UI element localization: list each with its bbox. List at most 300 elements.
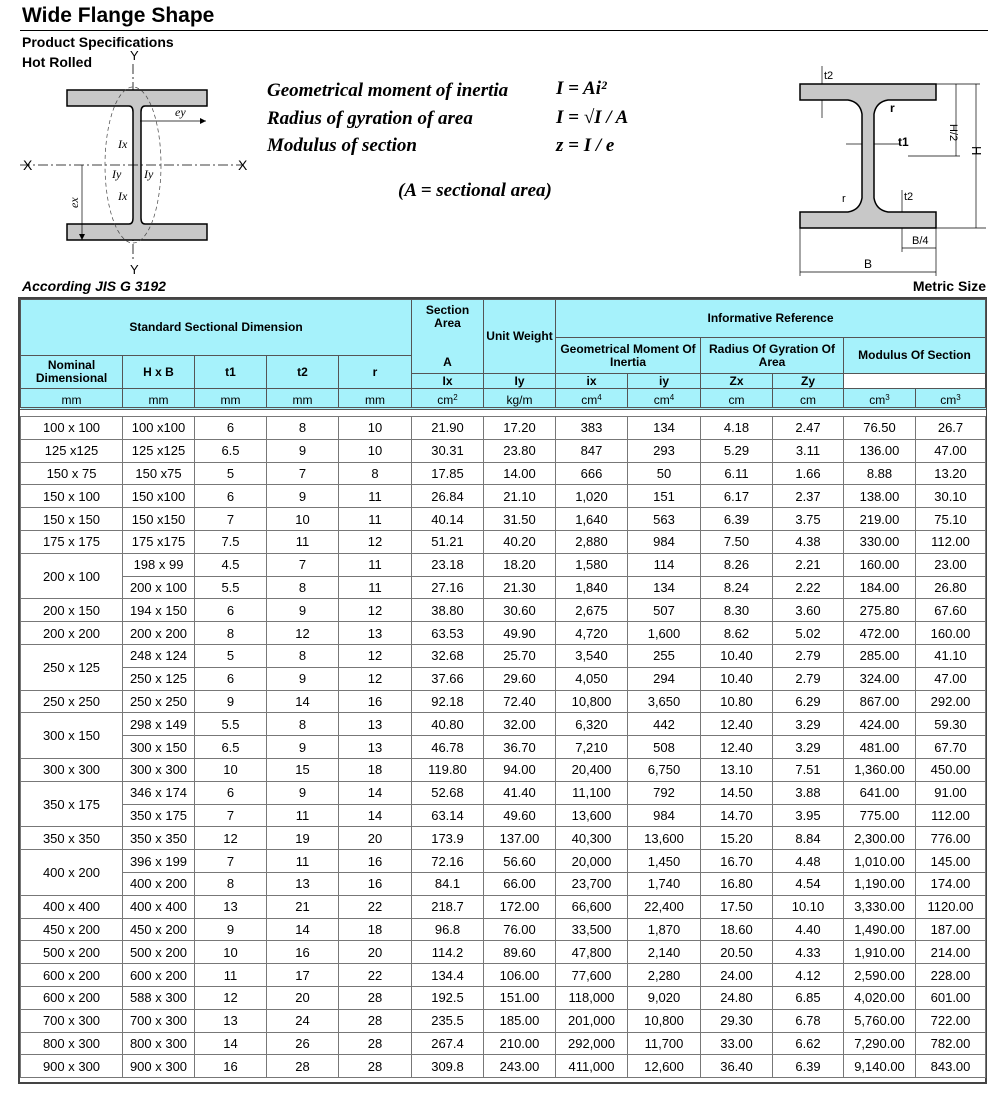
cell-r: 28 <box>339 986 412 1009</box>
cell-A: 32.68 <box>412 644 484 667</box>
cell-Ix: 847 <box>556 439 628 462</box>
cell-w: 49.60 <box>484 804 556 827</box>
cell-t2: 16 <box>267 941 339 964</box>
cell-Zx: 275.80 <box>844 599 916 622</box>
cell-w: 210.00 <box>484 1032 556 1055</box>
cell-Iy: 134 <box>628 576 701 599</box>
cell-A: 46.78 <box>412 736 484 759</box>
h-half-label: H/2 <box>947 124 959 142</box>
cell-Zx: 285.00 <box>844 644 916 667</box>
cell-ix: 12.40 <box>701 736 773 759</box>
dimension-diagram <box>790 62 990 280</box>
cell-Zy: 160.00 <box>916 622 986 645</box>
cell-w: 17.20 <box>484 417 556 440</box>
cell-r: 20 <box>339 827 412 850</box>
cell-ix: 24.80 <box>701 986 773 1009</box>
table-row <box>21 644 986 667</box>
cell-t1: 10 <box>195 941 267 964</box>
cell-ix: 12.40 <box>701 713 773 736</box>
cell-iy: 6.78 <box>773 1009 844 1032</box>
cell-iy: 2.21 <box>773 553 844 576</box>
unit-zy <box>916 389 986 409</box>
cell-iy: 6.39 <box>773 1055 844 1078</box>
cell-t2: 17 <box>267 964 339 987</box>
table-row <box>21 508 986 531</box>
cell-Zy: 67.70 <box>916 736 986 759</box>
cell-Zx: 219.00 <box>844 508 916 531</box>
cell-nominal: 175 x 175 <box>21 530 123 553</box>
formula-modulus-label: Modulus of section <box>267 135 417 156</box>
cell-Zx: 1,910.00 <box>844 941 916 964</box>
cell-t2: 15 <box>267 758 339 781</box>
cell-w: 31.50 <box>484 508 556 531</box>
cell-Ix: 2,675 <box>556 599 628 622</box>
header-t2: t2 <box>267 356 339 389</box>
cell-t2: 12 <box>267 622 339 645</box>
header-modulus: Modulus Of Section <box>844 338 986 374</box>
cell-Zy: 13.20 <box>916 462 986 485</box>
cell-t2: 9 <box>267 485 339 508</box>
cell-hxb: 346 x 174 <box>123 781 195 804</box>
formula-note: (A = sectional area) <box>398 180 552 201</box>
unit-t1-text: mm <box>220 393 241 407</box>
cell-r: 10 <box>339 439 412 462</box>
cell-r: 28 <box>339 1055 412 1078</box>
cell-Iy: 151 <box>628 485 701 508</box>
cell-Iy: 1,450 <box>628 850 701 873</box>
cell-Iy: 984 <box>628 804 701 827</box>
cell-r: 11 <box>339 553 412 576</box>
cell-Ix: 201,000 <box>556 1009 628 1032</box>
cell-Zy: 47.00 <box>916 439 986 462</box>
cell-Ix: 4,050 <box>556 667 628 690</box>
unit-iy <box>773 389 844 409</box>
cell-ix: 6.11 <box>701 462 773 485</box>
cell-Zy: 782.00 <box>916 1032 986 1055</box>
cell-ix: 24.00 <box>701 964 773 987</box>
cell-A: 235.5 <box>412 1009 484 1032</box>
cell-Zx: 138.00 <box>844 485 916 508</box>
cell-Zy: 112.00 <box>916 804 986 827</box>
cell-nominal: 600 x 200 <box>21 986 123 1009</box>
cell-t2: 14 <box>267 690 339 713</box>
cell-nominal: 400 x 400 <box>21 895 123 918</box>
cell-r: 22 <box>339 964 412 987</box>
cell-Ix: 11,100 <box>556 781 628 804</box>
unit-Ix-text: cm <box>581 393 598 407</box>
cell-iy: 4.54 <box>773 872 844 895</box>
spec-table <box>20 299 986 1078</box>
cell-Ix: 47,800 <box>556 941 628 964</box>
table-row <box>21 553 986 576</box>
cell-nominal: 250 x 125 <box>21 644 123 690</box>
cell-nominal: 125 x125 <box>21 439 123 462</box>
cell-Ix: 10,800 <box>556 690 628 713</box>
cell-nominal: 600 x 200 <box>21 964 123 987</box>
cell-t1: 9 <box>195 918 267 941</box>
cell-t2: 9 <box>267 781 339 804</box>
cell-t2: 21 <box>267 895 339 918</box>
cell-r: 13 <box>339 622 412 645</box>
cell-hxb: 400 x 400 <box>123 895 195 918</box>
cell-Zx: 324.00 <box>844 667 916 690</box>
cell-ix: 13.10 <box>701 758 773 781</box>
cell-nominal: 800 x 300 <box>21 1032 123 1055</box>
cell-r: 10 <box>339 417 412 440</box>
ex-label: ex <box>67 197 81 208</box>
cell-Iy: 6,750 <box>628 758 701 781</box>
header-geom-moi: Geometrical Moment Of Inertia <box>556 338 701 374</box>
ix-label-top: Ix <box>118 137 128 151</box>
cell-ix: 10.40 <box>701 644 773 667</box>
cell-Iy: 293 <box>628 439 701 462</box>
cell-hxb: 588 x 300 <box>123 986 195 1009</box>
cell-r: 28 <box>339 1009 412 1032</box>
unit-r <box>339 389 412 409</box>
cell-hxb: 250 x 125 <box>123 667 195 690</box>
cell-t1: 5 <box>195 644 267 667</box>
cell-iy: 4.40 <box>773 918 844 941</box>
cell-Ix: 118,000 <box>556 986 628 1009</box>
metric-size-note: Metric Size <box>912 278 986 294</box>
cell-t1: 6 <box>195 667 267 690</box>
cell-Iy: 134 <box>628 417 701 440</box>
cell-iy: 8.84 <box>773 827 844 850</box>
cell-Iy: 563 <box>628 508 701 531</box>
cell-Zy: 91.00 <box>916 781 986 804</box>
cell-r: 11 <box>339 485 412 508</box>
cell-w: 40.20 <box>484 530 556 553</box>
table-row <box>21 462 986 485</box>
formula-gyration-eq: I = √I / A <box>556 107 629 128</box>
cell-A: 218.7 <box>412 895 484 918</box>
cell-A: 119.80 <box>412 758 484 781</box>
cell-iy: 3.95 <box>773 804 844 827</box>
cell-t1: 9 <box>195 690 267 713</box>
cell-w: 49.90 <box>484 622 556 645</box>
cell-ix: 17.50 <box>701 895 773 918</box>
b-label: B <box>864 257 873 271</box>
standard-note: According JIS G 3192 <box>22 278 166 294</box>
cell-hxb: 350 x 350 <box>123 827 195 850</box>
header-nominal: Nominal Dimensional <box>21 356 123 389</box>
table-row <box>21 485 986 508</box>
formula-inertia-label: Geometrical moment of inertia <box>267 80 509 101</box>
cell-Zy: 30.10 <box>916 485 986 508</box>
cell-Zx: 481.00 <box>844 736 916 759</box>
table-row <box>21 986 986 1009</box>
cell-Zy: 67.60 <box>916 599 986 622</box>
cell-hxb: 100 x100 <box>123 417 195 440</box>
cell-A: 72.16 <box>412 850 484 873</box>
cell-nominal: 400 x 200 <box>21 850 123 896</box>
cell-t1: 13 <box>195 895 267 918</box>
header-radius-gyration: Radius Of Gyration Of Area <box>701 338 844 374</box>
cell-A: 309.8 <box>412 1055 484 1078</box>
cell-t2: 11 <box>267 804 339 827</box>
spec-table-container <box>18 297 987 1084</box>
cell-w: 29.60 <box>484 667 556 690</box>
cell-Zx: 160.00 <box>844 553 916 576</box>
cell-nominal: 150 x 150 <box>21 508 123 531</box>
cell-t2: 9 <box>267 599 339 622</box>
cell-ix: 16.80 <box>701 872 773 895</box>
cell-iy: 6.29 <box>773 690 844 713</box>
cell-t1: 11 <box>195 964 267 987</box>
table-row <box>21 690 986 713</box>
cell-w: 89.60 <box>484 941 556 964</box>
cell-iy: 3.29 <box>773 713 844 736</box>
unit-Ix <box>556 389 628 409</box>
table-row <box>21 872 986 895</box>
cell-nominal: 300 x 300 <box>21 758 123 781</box>
cell-nominal: 900 x 300 <box>21 1055 123 1078</box>
cell-Zy: 776.00 <box>916 827 986 850</box>
cell-Zx: 8.88 <box>844 462 916 485</box>
cell-ix: 5.29 <box>701 439 773 462</box>
cell-Zy: 26.7 <box>916 417 986 440</box>
cell-Ix: 1,580 <box>556 553 628 576</box>
cell-t1: 13 <box>195 1009 267 1032</box>
cell-A: 51.21 <box>412 530 484 553</box>
cell-t2: 20 <box>267 986 339 1009</box>
cell-r: 14 <box>339 804 412 827</box>
table-row <box>21 1032 986 1055</box>
cell-Ix: 383 <box>556 417 628 440</box>
cell-iy: 3.29 <box>773 736 844 759</box>
cell-Zx: 136.00 <box>844 439 916 462</box>
unit-hxb-text: mm <box>148 393 169 407</box>
cell-t2: 8 <box>267 644 339 667</box>
cell-A: 37.66 <box>412 667 484 690</box>
y-axis-bottom-label: Y <box>130 262 139 277</box>
cell-hxb: 350 x 175 <box>123 804 195 827</box>
cell-Ix: 411,000 <box>556 1055 628 1078</box>
cell-t1: 12 <box>195 986 267 1009</box>
unit-Iy-exp: 4 <box>669 393 675 402</box>
cell-Iy: 11,700 <box>628 1032 701 1055</box>
cell-Iy: 792 <box>628 781 701 804</box>
cell-iy: 4.12 <box>773 964 844 987</box>
cell-A: 27.16 <box>412 576 484 599</box>
unit-zx-text: cm <box>869 393 886 407</box>
cell-Iy: 13,600 <box>628 827 701 850</box>
cell-w: 32.00 <box>484 713 556 736</box>
cell-r: 20 <box>339 941 412 964</box>
cell-Zx: 2,590.00 <box>844 964 916 987</box>
header-ix-small: ix <box>556 374 628 389</box>
cell-hxb: 194 x 150 <box>123 599 195 622</box>
unit-t2 <box>267 389 339 409</box>
cell-nominal: 500 x 200 <box>21 941 123 964</box>
cell-t2: 8 <box>267 713 339 736</box>
cell-A: 26.84 <box>412 485 484 508</box>
cell-t2: 7 <box>267 462 339 485</box>
cell-nominal: 300 x 150 <box>21 713 123 759</box>
cell-Iy: 22,400 <box>628 895 701 918</box>
cell-w: 72.40 <box>484 690 556 713</box>
unit-r-text: mm <box>365 393 385 407</box>
ix-label-bottom: Ix <box>118 189 128 203</box>
formula-modulus-eq: z = I / e <box>556 135 615 156</box>
cell-Zy: 26.80 <box>916 576 986 599</box>
cell-Iy: 1,740 <box>628 872 701 895</box>
table-row <box>21 622 986 645</box>
cell-t1: 6 <box>195 417 267 440</box>
cell-A: 63.14 <box>412 804 484 827</box>
cell-t1: 8 <box>195 622 267 645</box>
page-title: Wide Flange Shape <box>22 4 215 27</box>
table-row <box>21 530 986 553</box>
cell-hxb: 800 x 300 <box>123 1032 195 1055</box>
header-info-ref: Informative Reference <box>556 300 986 338</box>
unit-zy-exp: 3 <box>956 393 961 402</box>
cell-iy: 2.37 <box>773 485 844 508</box>
cell-Zx: 1,010.00 <box>844 850 916 873</box>
cell-hxb: 298 x 149 <box>123 713 195 736</box>
cell-r: 12 <box>339 667 412 690</box>
cell-w: 137.00 <box>484 827 556 850</box>
cell-hxb: 600 x 200 <box>123 964 195 987</box>
unit-area <box>412 389 484 409</box>
cell-Zy: 41.10 <box>916 644 986 667</box>
header-Ix: Ix <box>412 374 484 389</box>
cell-hxb: 175 x175 <box>123 530 195 553</box>
cell-w: 66.00 <box>484 872 556 895</box>
t1-label: t1 <box>898 135 909 149</box>
table-row <box>21 439 986 462</box>
cell-hxb: 700 x 300 <box>123 1009 195 1032</box>
cell-Zx: 76.50 <box>844 417 916 440</box>
cell-t1: 5.5 <box>195 713 267 736</box>
cell-t1: 7 <box>195 804 267 827</box>
unit-zx <box>844 389 916 409</box>
cell-iy: 7.51 <box>773 758 844 781</box>
cell-Iy: 3,650 <box>628 690 701 713</box>
cell-A: 17.85 <box>412 462 484 485</box>
cell-Iy: 1,600 <box>628 622 701 645</box>
cell-Iy: 114 <box>628 553 701 576</box>
cell-Ix: 3,540 <box>556 644 628 667</box>
cell-nominal: 200 x 100 <box>21 553 123 599</box>
cell-t2: 9 <box>267 439 339 462</box>
cell-Zx: 5,760.00 <box>844 1009 916 1032</box>
cell-t2: 13 <box>267 872 339 895</box>
cell-A: 192.5 <box>412 986 484 1009</box>
unit-t2-text: mm <box>292 393 313 407</box>
cell-t1: 4.5 <box>195 553 267 576</box>
cell-Zx: 4,020.00 <box>844 986 916 1009</box>
unit-area-text: cm <box>437 393 454 407</box>
cell-ix: 7.50 <box>701 530 773 553</box>
cell-iy: 4.33 <box>773 941 844 964</box>
cell-Zy: 145.00 <box>916 850 986 873</box>
iy-label-right: Iy <box>144 167 154 181</box>
cell-Zy: 75.10 <box>916 508 986 531</box>
cell-hxb: 200 x 100 <box>123 576 195 599</box>
cell-ix: 14.50 <box>701 781 773 804</box>
cell-t2: 24 <box>267 1009 339 1032</box>
cell-Iy: 984 <box>628 530 701 553</box>
cell-Ix: 7,210 <box>556 736 628 759</box>
cell-ix: 20.50 <box>701 941 773 964</box>
cell-t1: 6 <box>195 599 267 622</box>
header-zx: Zx <box>701 374 773 389</box>
cell-nominal: 150 x 100 <box>21 485 123 508</box>
cell-Zx: 472.00 <box>844 622 916 645</box>
cell-t1: 16 <box>195 1055 267 1078</box>
cell-t1: 8 <box>195 872 267 895</box>
cell-w: 21.10 <box>484 485 556 508</box>
cell-w: 21.30 <box>484 576 556 599</box>
cell-t1: 7 <box>195 508 267 531</box>
cell-Zy: 187.00 <box>916 918 986 941</box>
cell-r: 13 <box>339 736 412 759</box>
cell-Zy: 722.00 <box>916 1009 986 1032</box>
cell-ix: 8.30 <box>701 599 773 622</box>
cell-r: 11 <box>339 576 412 599</box>
cell-Iy: 442 <box>628 713 701 736</box>
title-rule <box>20 30 988 31</box>
cell-hxb: 300 x 300 <box>123 758 195 781</box>
cell-iy: 3.75 <box>773 508 844 531</box>
header-Iy: Iy <box>484 374 556 389</box>
cell-iy: 2.22 <box>773 576 844 599</box>
cell-r: 16 <box>339 872 412 895</box>
cell-Iy: 9,020 <box>628 986 701 1009</box>
cell-Zx: 7,290.00 <box>844 1032 916 1055</box>
cell-t2: 9 <box>267 667 339 690</box>
t2-bottom-label: t2 <box>904 191 914 203</box>
cell-t1: 5 <box>195 462 267 485</box>
iy-label-left: Iy <box>112 167 122 181</box>
cell-Ix: 292,000 <box>556 1032 628 1055</box>
cell-hxb: 400 x 200 <box>123 872 195 895</box>
cell-Ix: 1,640 <box>556 508 628 531</box>
cell-Iy: 2,140 <box>628 941 701 964</box>
table-row <box>21 736 986 759</box>
cell-t1: 6.5 <box>195 439 267 462</box>
cell-nominal: 250 x 250 <box>21 690 123 713</box>
cell-Iy: 508 <box>628 736 701 759</box>
cell-iy: 2.79 <box>773 644 844 667</box>
cell-ix: 10.80 <box>701 690 773 713</box>
cell-nominal: 700 x 300 <box>21 1009 123 1032</box>
table-row <box>21 918 986 941</box>
cell-A: 114.2 <box>412 941 484 964</box>
cell-A: 96.8 <box>412 918 484 941</box>
cell-iy: 3.88 <box>773 781 844 804</box>
cell-t2: 8 <box>267 417 339 440</box>
cell-r: 12 <box>339 644 412 667</box>
cell-Zx: 9,140.00 <box>844 1055 916 1078</box>
cell-hxb: 900 x 300 <box>123 1055 195 1078</box>
cell-Zx: 2,300.00 <box>844 827 916 850</box>
cell-Zy: 843.00 <box>916 1055 986 1078</box>
cell-Zx: 1,190.00 <box>844 872 916 895</box>
header-r: r <box>339 356 412 389</box>
cell-r: 8 <box>339 462 412 485</box>
table-row <box>21 781 986 804</box>
cell-Iy: 294 <box>628 667 701 690</box>
cell-iy: 3.11 <box>773 439 844 462</box>
cell-ix: 33.00 <box>701 1032 773 1055</box>
cell-r: 12 <box>339 599 412 622</box>
cell-A: 267.4 <box>412 1032 484 1055</box>
cell-Zy: 112.00 <box>916 530 986 553</box>
cell-A: 92.18 <box>412 690 484 713</box>
cell-iy: 6.85 <box>773 986 844 1009</box>
